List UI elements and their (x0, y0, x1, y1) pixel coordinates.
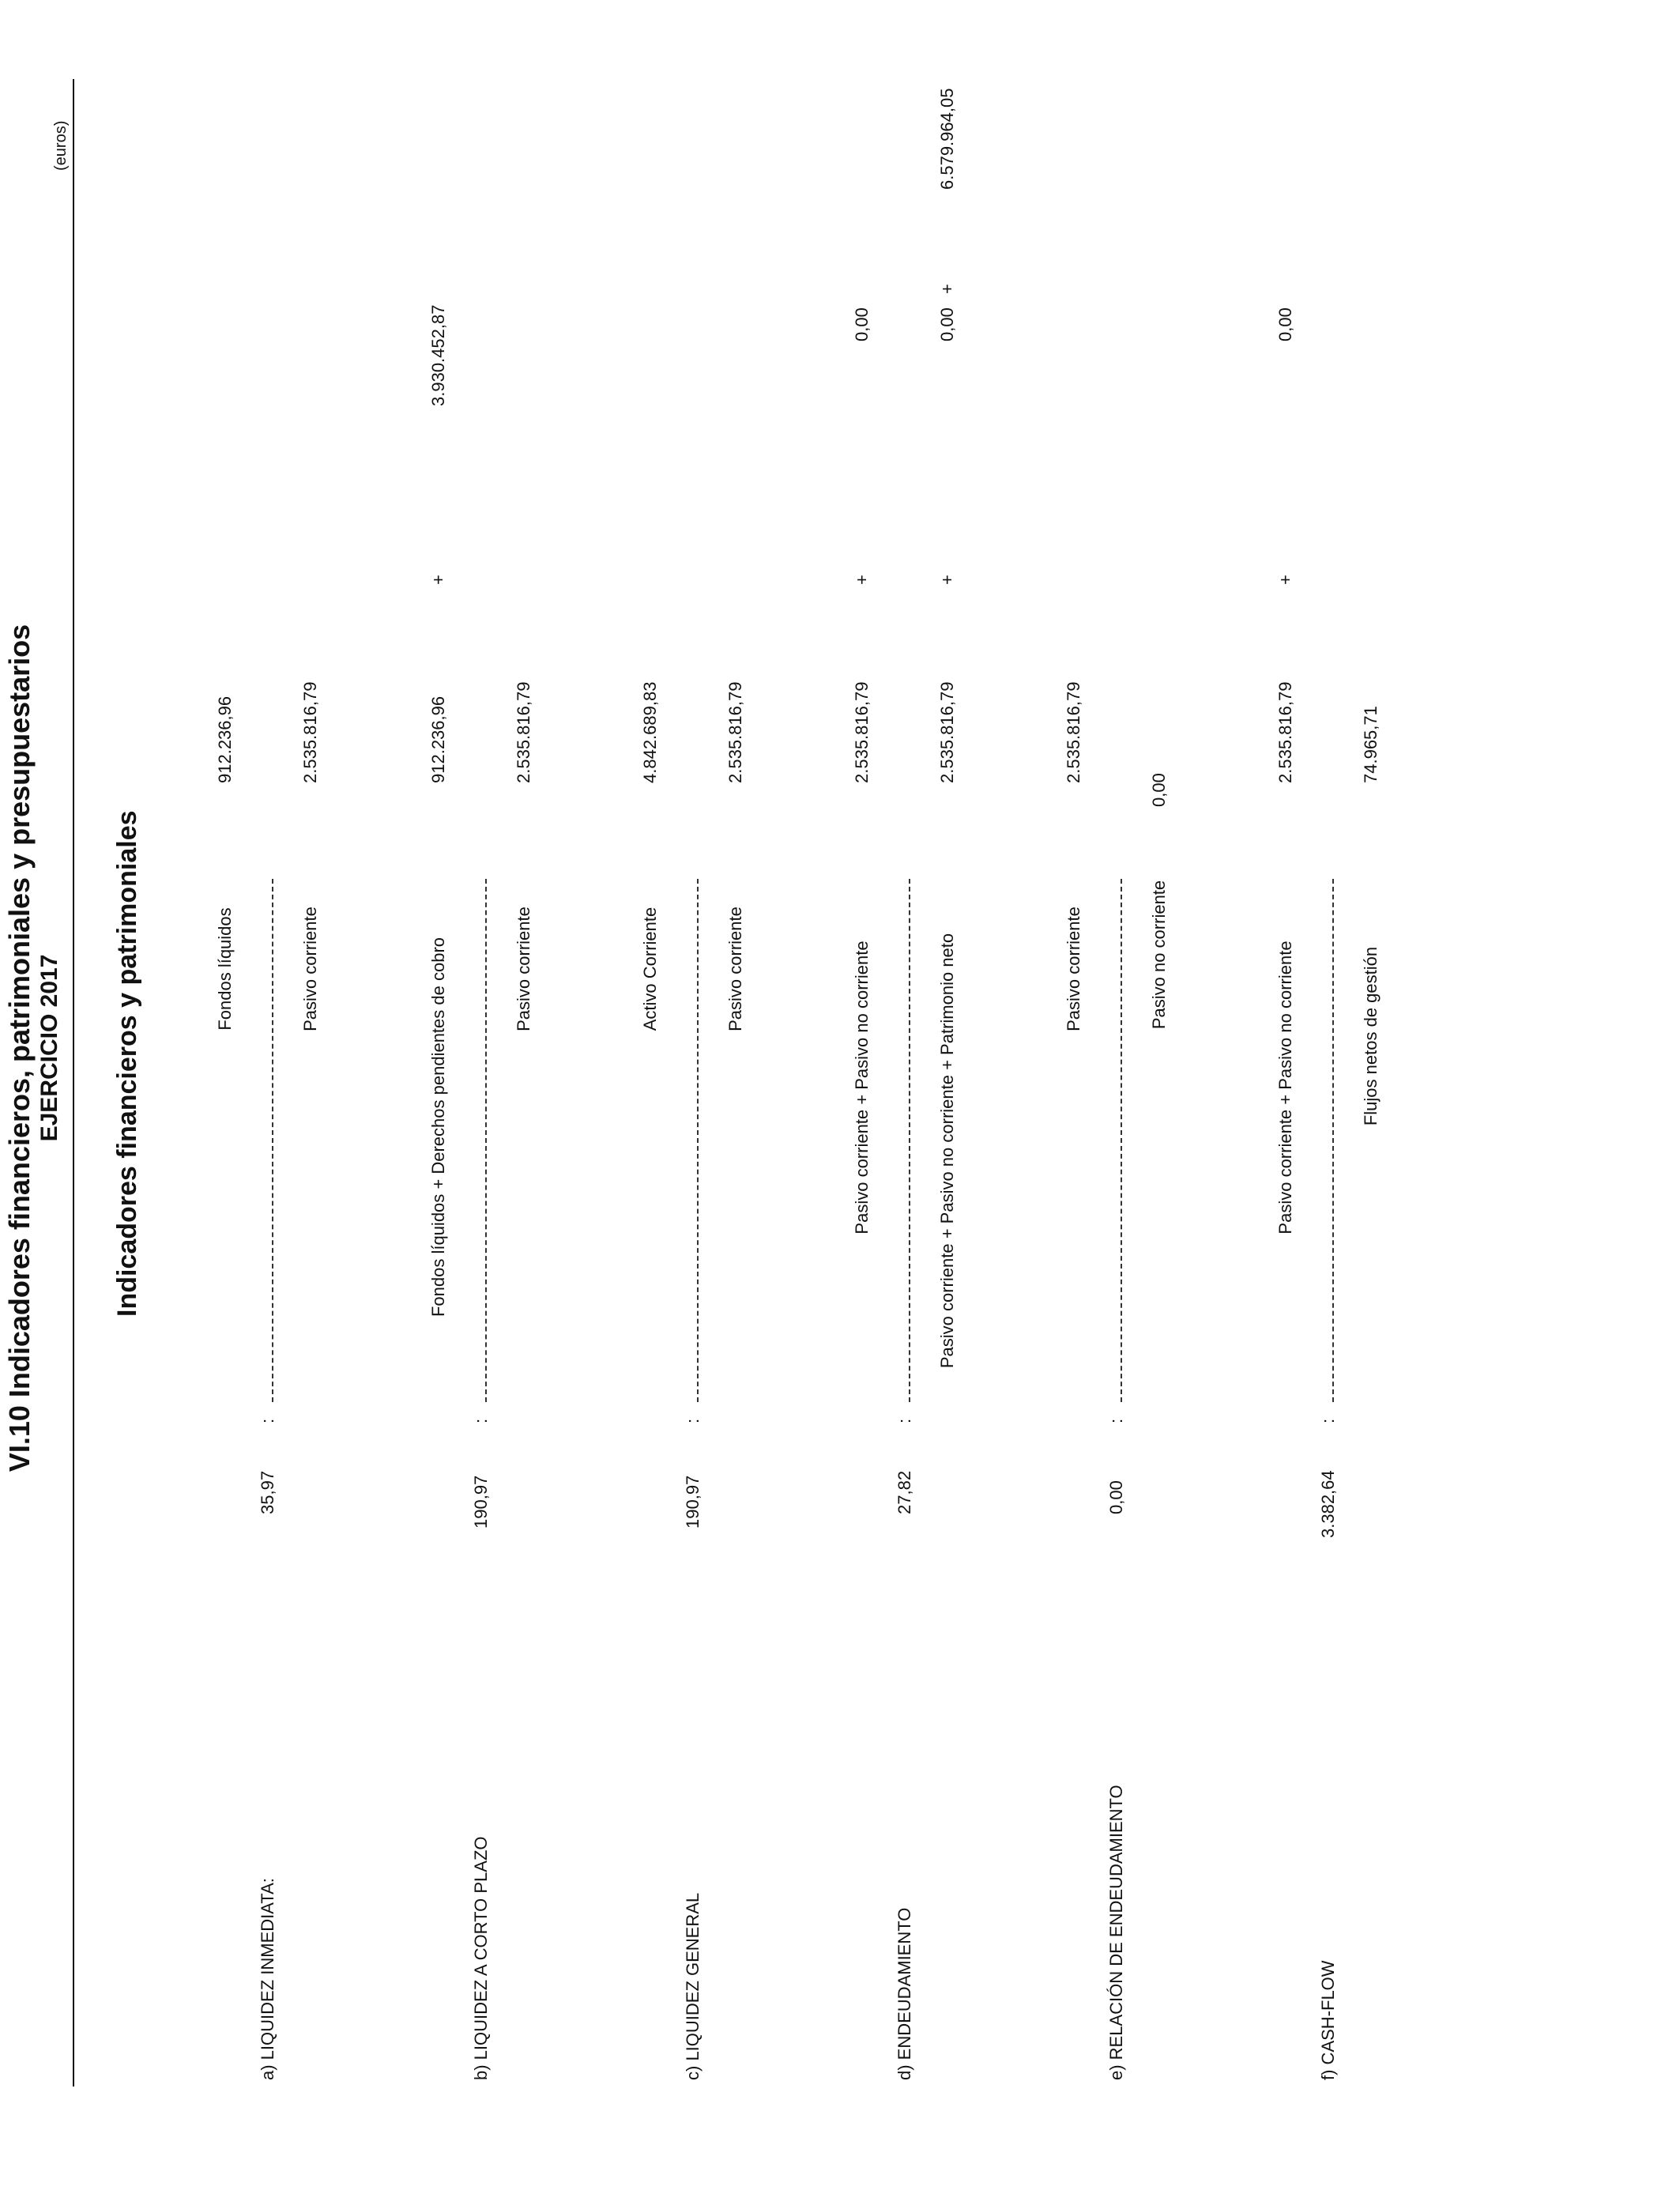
indicator-colon: : (1106, 1418, 1126, 1423)
section-title: Indicadores financieros y patrimoniales (112, 810, 142, 1317)
indicator-colon: : (471, 1418, 491, 1423)
numerator-value-2: 0,00 (852, 307, 872, 341)
indicator-colon: : (895, 1418, 914, 1423)
denominator-value-1: 0,00 (1149, 773, 1169, 807)
indicator-value: 35,97 (258, 1470, 277, 1514)
numerator-value-1: 2.535.816,79 (1275, 681, 1295, 783)
numerator-text: Activo Corriente (640, 907, 660, 1031)
denominator-text: Pasivo corriente (514, 907, 533, 1031)
denominator-value-2: 0,00 (937, 307, 957, 341)
numerator-value-2: 0,00 (1275, 307, 1295, 341)
fraction-line (909, 879, 910, 1402)
indicator-value: 0,00 (1106, 1480, 1126, 1514)
denominator-value-3: 6.579.964,05 (937, 88, 957, 190)
fraction-line (697, 879, 699, 1402)
denominator-value-1: 2.535.816,79 (937, 681, 957, 783)
indicator-value: 27,82 (895, 1470, 914, 1514)
denominator-value-1: 2.535.816,79 (725, 681, 745, 783)
denominator-text: Flujos netos de gestión (1361, 946, 1381, 1126)
page-title: VI.10 Indicadores financieros, patrimoniales y presupuestarios (3, 624, 36, 1472)
denominator-operator-2: + (937, 284, 957, 294)
top-rule (73, 79, 74, 2087)
indicator-label: f) CASH-FLOW (1318, 1960, 1338, 2080)
indicator-value: 190,97 (471, 1475, 491, 1529)
indicator-label: c) LIQUIDEZ GENERAL (683, 1892, 703, 2080)
indicator-colon: : (1318, 1418, 1338, 1423)
numerator-text: Fondos líquidos (215, 907, 235, 1031)
indicator-colon: : (683, 1418, 703, 1423)
numerator-operator-1: + (852, 575, 872, 585)
denominator-value-1: 2.535.816,79 (300, 681, 320, 783)
denominator-text: Pasivo corriente (300, 907, 320, 1031)
numerator-value-1: 2.535.816,79 (852, 681, 872, 783)
numerator-text: Fondos líquidos + Derechos pendientes de cobro (428, 937, 448, 1318)
fraction-line (485, 879, 487, 1402)
page-subtitle: EJERCICIO 2017 (36, 954, 62, 1142)
indicator-label: d) ENDEUDAMIENTO (895, 1907, 914, 2080)
indicator-label: a) LIQUIDEZ INMEDIATA: (258, 1878, 277, 2080)
fraction-line (1121, 879, 1122, 1402)
denominator-text: Pasivo corriente + Pasivo no corriente + Patrimonio neto (937, 933, 957, 1369)
numerator-value-1: 912.236,96 (215, 696, 235, 783)
numerator-operator-1: + (1275, 575, 1295, 585)
denominator-text: Pasivo corriente (725, 907, 745, 1031)
denominator-value-1: 2.535.816,79 (514, 681, 533, 783)
indicator-value: 3.382,64 (1318, 1470, 1338, 1538)
indicator-value: 190,97 (683, 1475, 703, 1529)
numerator-text: Pasivo corriente + Pasivo no corriente (1275, 941, 1295, 1235)
units-label: (euros) (52, 120, 70, 171)
numerator-text: Pasivo corriente (1064, 907, 1083, 1031)
indicator-label: e) RELACIÓN DE ENDEUDAMIENTO (1106, 1785, 1126, 2080)
indicator-colon: : (258, 1418, 277, 1423)
denominator-value-1: 74.965,71 (1361, 706, 1381, 783)
denominator-text: Pasivo no corriente (1149, 880, 1169, 1030)
numerator-value-2: 3.930.452,87 (428, 304, 448, 406)
numerator-value-1: 4.842.689,83 (640, 681, 660, 783)
numerator-text: Pasivo corriente + Pasivo no corriente (852, 941, 872, 1235)
numerator-value-1: 2.535.816,79 (1064, 681, 1083, 783)
denominator-operator-1: + (937, 575, 957, 585)
fraction-line (272, 879, 273, 1402)
indicator-label: b) LIQUIDEZ A CORTO PLAZO (471, 1836, 491, 2080)
numerator-value-1: 912.236,96 (428, 696, 448, 783)
fraction-line (1332, 879, 1334, 1402)
numerator-operator-1: + (428, 575, 448, 585)
